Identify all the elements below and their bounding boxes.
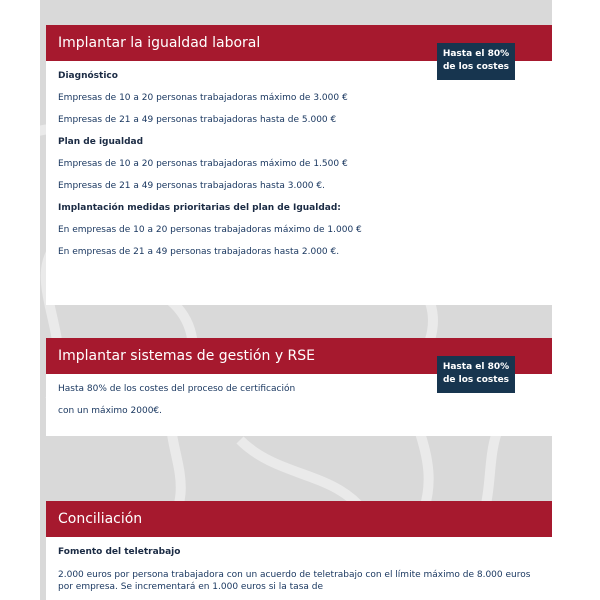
- badge-line-2: de los costes: [442, 375, 510, 385]
- subheading: Plan de igualdad: [58, 137, 144, 147]
- card-igualdad-laboral: [46, 25, 552, 305]
- list-item: Empresas de 21 a 49 personas trabajadoras hasta de 5.000 €: [58, 115, 337, 125]
- card-title: Implantar sistemas de gestión y RSE: [46, 338, 552, 374]
- subheading: Fomento del teletrabajo: [58, 547, 181, 557]
- list-item: Empresas de 21 a 49 personas trabajadoras hasta 3.000 €.: [58, 181, 325, 191]
- coverage-badge: [437, 356, 515, 393]
- list-item: En empresas de 21 a 49 personas trabajadoras hasta 2.000 €.: [58, 247, 340, 257]
- card-title: Implantar la igualdad laboral: [46, 25, 552, 61]
- paragraph: 2.000 euros por persona trabajadora con un acuerdo de teletrabajo con el límite máximo de 8.000 euros por empresa. Se incrementará en 1.000 euros si la tasa de: [58, 570, 531, 592]
- list-item: Empresas de 10 a 20 personas trabajadoras máximo de 3.000 €: [58, 93, 348, 103]
- card-title: Conciliación: [46, 501, 552, 537]
- subheading: Implantación medidas prioritarias del plan de Igualdad:: [58, 203, 341, 213]
- subheading: Diagnóstico: [58, 71, 118, 81]
- badge-line-1: Hasta el 80%: [442, 362, 510, 372]
- list-item: Hasta 80% de los costes del proceso de certificación: [58, 384, 296, 394]
- list-item: con un máximo 2000€.: [58, 406, 163, 416]
- coverage-badge: [437, 43, 515, 80]
- badge-line-2: de los costes: [442, 62, 510, 72]
- list-item: En empresas de 10 a 20 personas trabajadoras máximo de 1.000 €: [58, 225, 362, 235]
- card-sistemas-gestion: [46, 338, 552, 436]
- list-item: Empresas de 10 a 20 personas trabajadoras máximo de 1.500 €: [58, 159, 348, 169]
- content-panel: [40, 0, 552, 600]
- badge-line-1: Hasta el 80%: [442, 49, 510, 59]
- card-conciliacion: [46, 501, 552, 600]
